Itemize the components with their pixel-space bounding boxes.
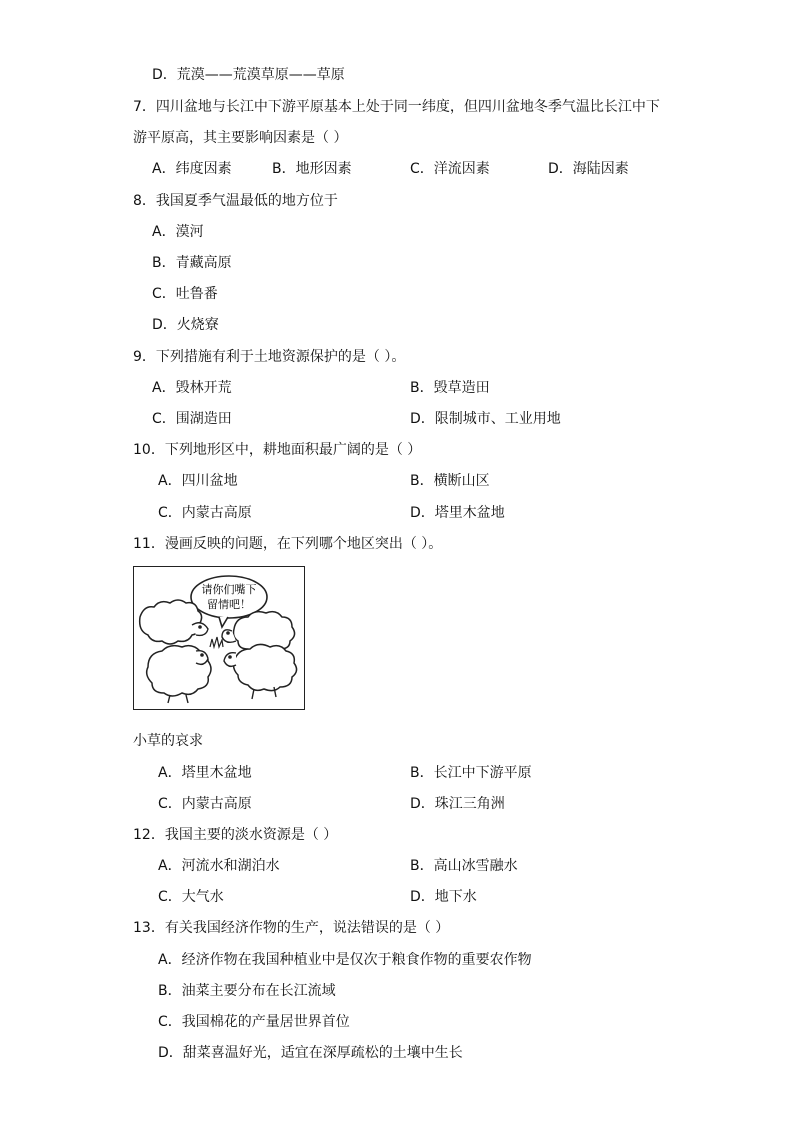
- q10-stem: 10．下列地形区中，耕地面积最广阔的是（ ）: [133, 442, 422, 458]
- q11-option-b: B．长江中下游平原: [410, 765, 532, 781]
- q9-option-b: B．毁草造田: [410, 380, 490, 396]
- q7-option-d: D．海陆因素: [548, 161, 629, 177]
- q12-stem: 12．我国主要的淡水资源是（ ）: [133, 827, 338, 843]
- q9-option-c: C．围湖造田: [152, 411, 232, 427]
- q12-option-a: A．河流水和湖泊水: [158, 858, 280, 874]
- q12-option-b: B．高山冰雪融水: [410, 858, 518, 874]
- q13-option-d: D．甜菜喜温好光，适宜在深厚疏松的土壤中生长: [158, 1045, 463, 1061]
- q7-stem-line2: 游平原高，其主要影响因素是（ ）: [133, 130, 348, 146]
- q13-option-b: B．油菜主要分布在长江流域: [158, 983, 336, 999]
- q9-option-d: D．限制城市、工业用地: [410, 411, 561, 427]
- bubble-text-line1: 请你们嘴下: [201, 583, 257, 596]
- q10-option-d: D．塔里木盆地: [410, 505, 505, 521]
- q11-stem: 11．漫画反映的问题，在下列哪个地区突出（ ）。: [133, 536, 443, 552]
- q12-option-d: D．地下水: [410, 889, 477, 905]
- q7-option-a: A．纬度因素: [152, 161, 232, 177]
- sheep-grass-cartoon: [133, 566, 305, 710]
- q8-option-b: B．青藏高原: [152, 255, 232, 271]
- q10-option-c: C．内蒙古高原: [158, 505, 252, 521]
- q7-stem-line1: 7．四川盆地与长江中下游平原基本上处于同一纬度，但四川盆地冬季气温比长江中下: [133, 99, 660, 115]
- q12-option-c: C．大气水: [158, 889, 224, 905]
- q13-option-c: C．我国棉花的产量居世界首位: [158, 1014, 350, 1030]
- q8-stem: 8．我国夏季气温最低的地方位于: [133, 193, 338, 209]
- q8-option-c: C．吐鲁番: [152, 286, 218, 302]
- q11-caption: 小草的哀求: [133, 733, 203, 749]
- q8-option-d: D．火烧寮: [152, 317, 219, 333]
- q13-stem: 13．有关我国经济作物的生产，说法错误的是（ ）: [133, 920, 450, 936]
- q8-option-a: A．漠河: [152, 224, 204, 240]
- q9-stem: 9．下列措施有利于土地资源保护的是（ ）。: [133, 349, 406, 365]
- cartoon-drawing: [134, 567, 303, 708]
- q9-option-a: A．毁林开荒: [152, 380, 232, 396]
- bubble-text-line2: 留情吧！: [207, 598, 251, 611]
- q11-option-a: A．塔里木盆地: [158, 765, 252, 781]
- q11-option-d: D．珠江三角洲: [410, 796, 505, 812]
- q10-option-b: B．横断山区: [410, 473, 490, 489]
- q11-option-c: C．内蒙古高原: [158, 796, 252, 812]
- q6-option-d: D．荒漠——荒漠草原——草原: [152, 67, 345, 83]
- q10-option-a: A．四川盆地: [158, 473, 238, 489]
- q7-option-c: C．洋流因素: [410, 161, 490, 177]
- q13-option-a: A．经济作物在我国种植业中是仅次于粮食作物的重要农作物: [158, 952, 532, 968]
- q7-option-b: B．地形因素: [272, 161, 352, 177]
